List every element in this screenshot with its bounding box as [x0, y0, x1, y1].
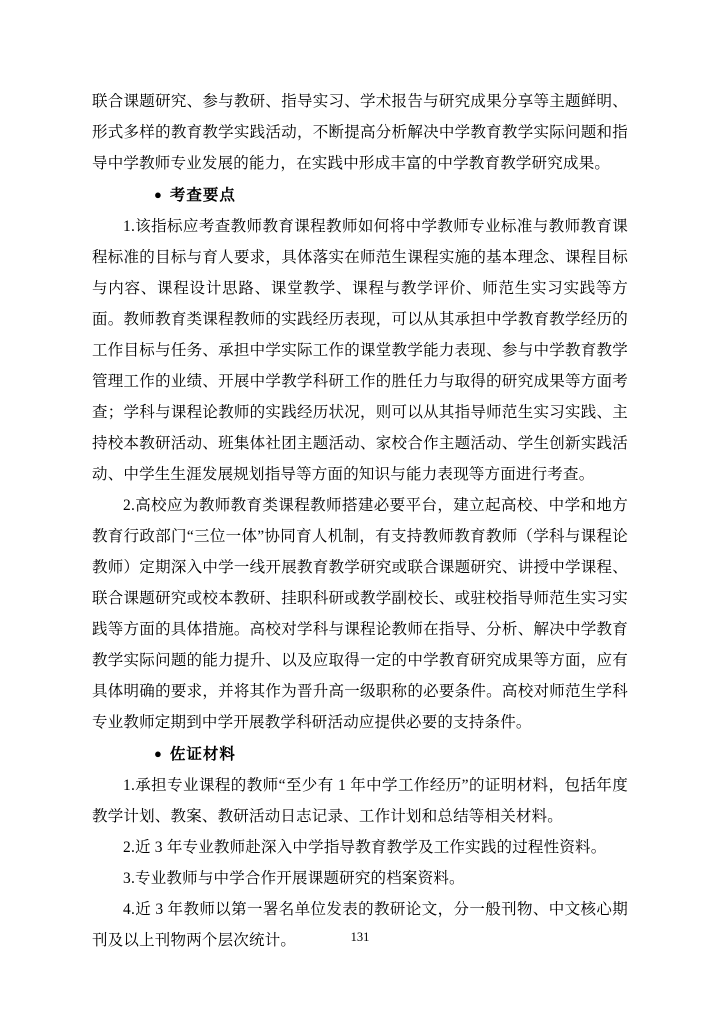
section-heading-review-points [92, 179, 628, 211]
paragraph-material-2: 2.近 3 年专业教师赴深入中学指导教育教学及工作实践的过程性资料。 [123, 839, 607, 856]
paragraph-item-1: 1.该指标应考查教师教育课程教师如何将中学教师专业标准与教师教育课程标准的目标与育人要求，具体落实在师范生课程实施的基本理念、课程目标与内容、课程设计思路、课堂教学、课程与教学评价、师范生实习实践等方面。教师教育类课程教师的实践经历表现，可以从其承担中学教育教学经历的工作目标与任务、承担中学实际工作的课堂教学能力表现、参与中学教育教学管理工作的业绩、开展中学教学科研工作的胜任力与取得的研究成果等方面考查；学科与课程论教师的实践经历状况，则可以从其指导师范生实习实践、主持校本教研活动、班集体社团主题活动、家校合作主题活动、学生创新实践活动、中学生生涯发展规划指导等方面的知识与能力表现等方面进行考查。 [92, 218, 628, 483]
section-heading-supporting-materials [92, 738, 628, 770]
section-heading-label: 考查要点 [169, 187, 236, 204]
bullet-icon: ● [154, 187, 163, 202]
paragraph-material-1: 1.承担专业课程的教师“至少有 1 年中学工作经历”的证明材料，包括年度教学计划、教案、教研活动日志记录、工作计划和总结等相关材料。 [92, 777, 628, 825]
page-number: 131 [350, 930, 370, 944]
paragraph-material-4: 4.近 3 年教师以第一署名单位发表的教研论文，分一般刊物、中文核心期刊及以上刊物两个层次统计。 [92, 901, 628, 949]
paragraph-continuation: 联合课题研究、参与教研、指导实习、学术报告与研究成果分享等主题鲜明、形式多样的教育教学实践活动，不断提高分析解决中学教育教学实际问题和指导中学教师专业发展的能力，在实践中形成丰富的中学教育教学研究成果。 [92, 93, 628, 172]
section-heading-label: 佐证材料 [169, 746, 236, 763]
bullet-icon: ● [154, 746, 163, 761]
paragraph-material-3: 3.专业教师与中学合作开展课题研究的档案资料。 [123, 870, 465, 887]
paragraph-item-2: 2.高校应为教师教育类课程教师搭建必要平台，建立起高校、中学和地方教育行政部门“三位一体”协同育人机制，有支持教师教育教师（学科与课程论教师）定期深入中学一线开展教育教学研究或联合课题研究、讲授中学课程、联合课题研究或校本教研、挂职科研或教学副校长、或驻校指导师范生实习实践等方面的具体措施。高校对学科与课程论教师在指导、分析、解决中学教育教学实际问题的能力提升、以及应取得一定的中学教育研究成果等方面，应有具体明确的要求，并将其作为晋升高一级职称的必要条件。高校对师范生学科专业教师定期到中学开展教学科研活动应提供必要的支持条件。 [92, 497, 628, 731]
